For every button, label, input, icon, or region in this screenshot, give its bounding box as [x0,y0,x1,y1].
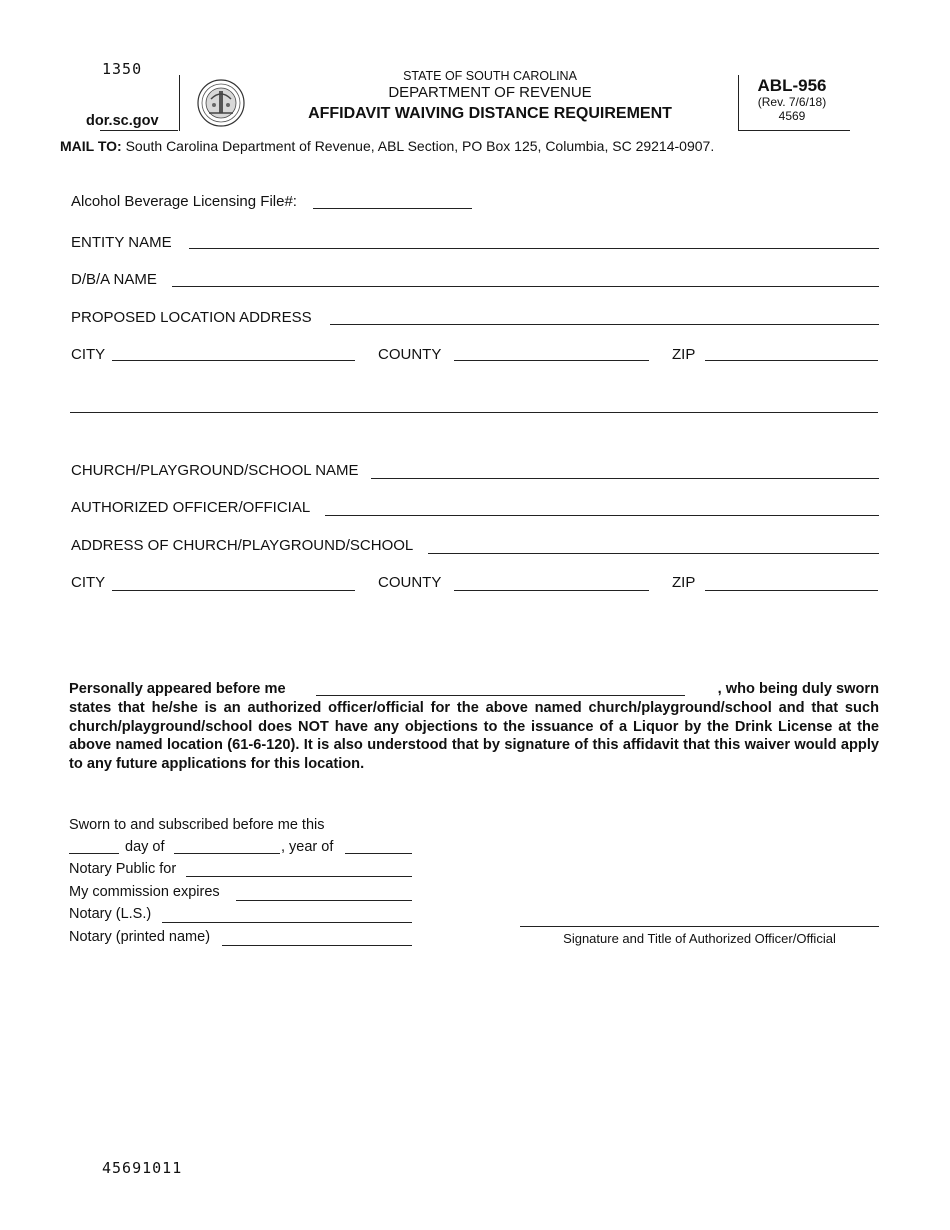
institution-name-label: CHURCH/PLAYGROUND/SCHOOL NAME [71,462,359,479]
licensee-zip-field[interactable] [705,360,878,361]
institution-zip-label: ZIP [672,574,696,591]
commission-expires-field[interactable] [236,900,412,901]
form-code-top: 1350 [102,60,143,78]
sworn-label: Sworn to and subscribed before me this [69,817,325,833]
signature-caption: Signature and Title of Authorized Officer/Official [563,931,836,946]
dba-name-label: D/B/A NAME [71,271,157,288]
sworn-day-field[interactable] [69,853,119,854]
licensee-zip-label: ZIP [672,346,696,363]
form-id: 4569 [778,109,806,123]
section-divider [70,412,878,413]
notary-printed-name-label: Notary (printed name) [69,929,211,945]
state-seal-icon [197,79,245,127]
sworn-month-field[interactable] [174,853,280,854]
licensee-city-field[interactable] [112,360,355,361]
mail-to-address: South Carolina Department of Revenue, ABL Section, PO Box 125, Columbia, SC 29214-0907. [125,138,715,154]
institution-county-label: COUNTY [378,574,442,591]
proposed-address-field[interactable] [330,324,879,325]
entity-name-field[interactable] [189,248,879,249]
file-number-field[interactable] [313,208,472,209]
institution-address-label: ADDRESS OF CHURCH/PLAYGROUND/SCHOOL [71,537,414,554]
year-of-label: , year of [281,839,334,855]
header-left-underline [100,130,178,131]
commission-expires-label: My commission expires [69,884,220,900]
form-revision: (Rev. 7/6/18) [757,95,827,109]
notary-ls-field[interactable] [162,922,412,923]
file-number-label: Alcohol Beverage Licensing File#: [71,193,297,210]
licensee-county-field[interactable] [454,360,649,361]
form-number: ABL-956 [757,76,827,95]
notary-printed-name-field[interactable] [222,945,412,946]
institution-city-label: CITY [71,574,106,591]
header-right-underline [738,130,850,131]
affidavit-body: states that he/she is an authorized officer/official for the above named church/playground/school and that such church/playground/school does NOT have any objections to the issuance of a Liquor by the Drink License at the above named location (61-6-120). It is also understood that by signature of this affidavit that this waiver would apply to any future applications for this location. [69,700,879,772]
notary-public-label: Notary Public for [69,861,177,877]
affidavit-lead-tail: , who being duly sworn [717,681,879,697]
notary-ls-label: Notary (L.S.) [69,906,152,922]
entity-name-label: ENTITY NAME [71,234,172,251]
authorized-officer-field[interactable] [325,515,879,516]
form-title: AFFIDAVIT WAIVING DISTANCE REQUIREMENT [308,105,672,122]
department-name: DEPARTMENT OF REVENUE [388,84,592,101]
licensee-county-label: COUNTY [378,346,442,363]
header-left-divider [179,75,180,131]
sworn-year-field[interactable] [345,853,412,854]
institution-zip-field[interactable] [705,590,878,591]
dba-name-field[interactable] [172,286,879,287]
licensee-city-label: CITY [71,346,106,363]
day-of-label: day of [125,839,165,855]
mail-to-label: MAIL TO: [60,138,122,154]
institution-address-field[interactable] [428,553,879,554]
state-name: STATE OF SOUTH CAROLINA [403,69,577,83]
officer-signature-field[interactable] [520,926,879,927]
website: dor.sc.gov [86,113,159,129]
proposed-address-label: PROPOSED LOCATION ADDRESS [71,309,312,326]
affiant-name-field[interactable] [316,695,685,696]
footer-barcode-number: 45691011 [102,1159,183,1177]
institution-city-field[interactable] [112,590,355,591]
notary-public-field[interactable] [186,876,412,877]
authorized-officer-label: AUTHORIZED OFFICER/OFFICIAL [71,499,311,516]
affidavit-lead: Personally appeared before me [69,681,286,697]
institution-county-field[interactable] [454,590,649,591]
institution-name-field[interactable] [371,478,879,479]
mail-to-line [60,138,714,154]
